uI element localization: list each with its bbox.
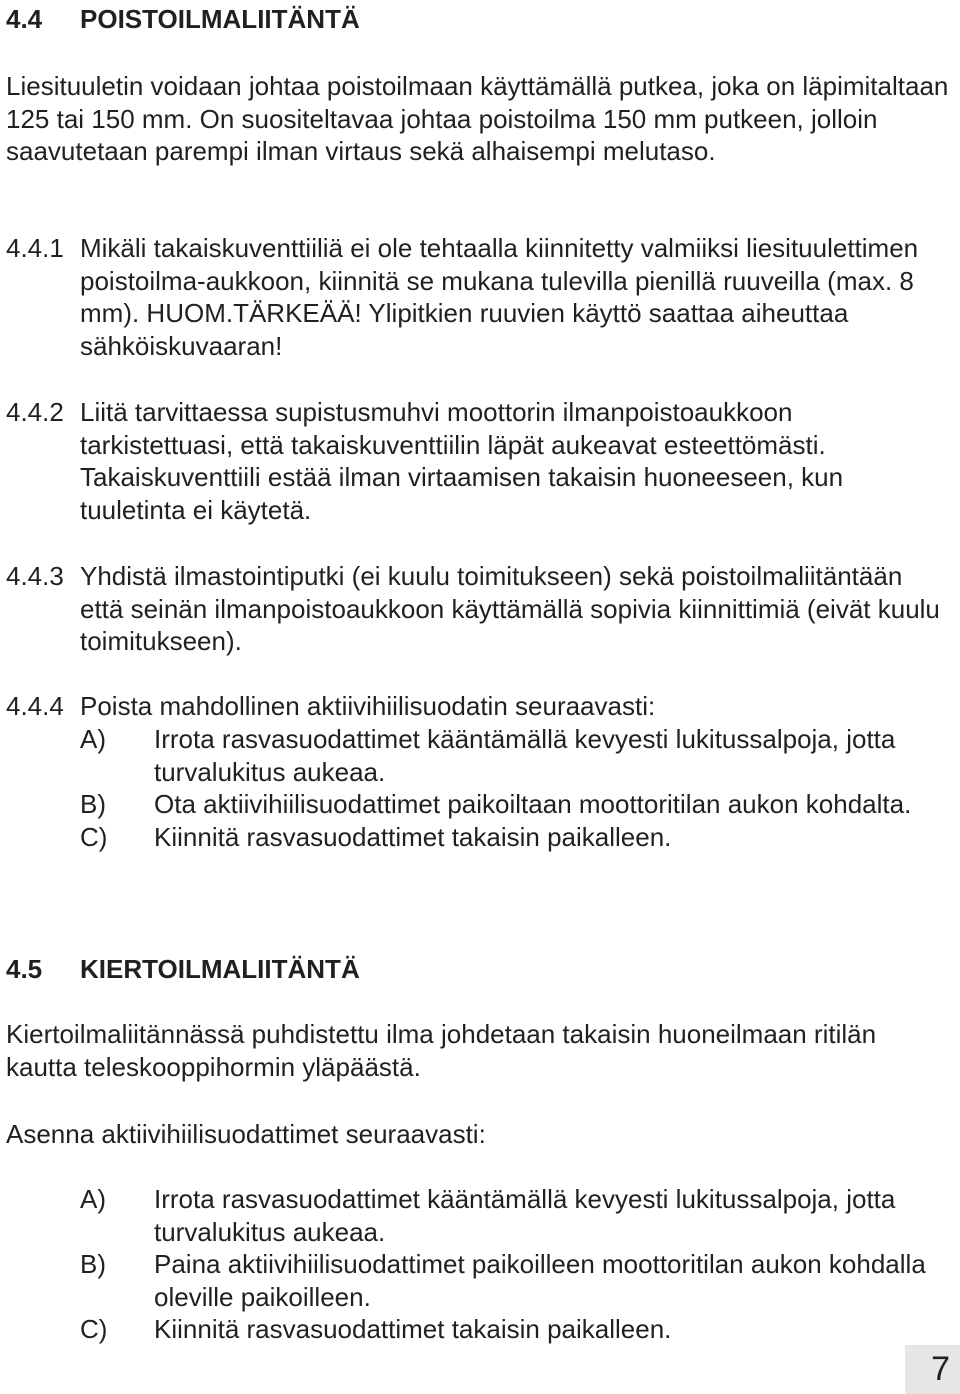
section-intro-paragraph: Liesituuletin voidaan johtaa poistoilmaan käyttämällä putkea, joka on läpimitaltaan 125 tai 150 mm. On suositeltavaa johtaa poistoilma 150 mm putkeen, jolloin saavutetaan parempi ilman virtaus sekä alhaisempi melutaso. bbox=[6, 71, 949, 166]
list-item-text: Irrota rasvasuodattimet kääntämällä kevyesti lukitussalpoja, jotta turvalukitus aukeaa. bbox=[154, 1184, 896, 1247]
list-item-text: Kiinnitä rasvasuodattimet takaisin paikalleen. bbox=[154, 821, 672, 852]
list-marker: B) bbox=[80, 1249, 106, 1279]
subsection-4-4-4 bbox=[6, 690, 951, 723]
list-marker: C) bbox=[80, 821, 108, 852]
section-heading-4-5 bbox=[6, 953, 360, 985]
list-marker: A) bbox=[80, 724, 106, 754]
subsection-4-4-3 bbox=[6, 560, 951, 658]
page-number-box bbox=[905, 1345, 960, 1394]
subsection-number: 4.4.4 bbox=[6, 691, 64, 721]
list-item bbox=[80, 1248, 950, 1313]
section-title: POISTOILMALIITÄNTÄ bbox=[80, 4, 360, 34]
section-number: 4.5 bbox=[6, 954, 43, 984]
section-heading-4-4 bbox=[6, 3, 360, 35]
filter-install-list bbox=[80, 1183, 950, 1346]
subsection-text: Mikäli takaiskuventtiiliä ei ole tehtaalla kiinnitetty valmiiksi liesituulettimen poistoilma-aukkoon, kiinnitä se mukana tulevilla pienillä ruuveilla (max. 8 mm). HUOM.TÄRKEÄÄ! Ylipitkien ruuvien käyttö saattaa aiheuttaa sähköiskuvaaran! bbox=[80, 233, 919, 361]
list-item-text: Paina aktiivihiilisuodattimet paikoilleen moottoritilan aukon kohdalla oleville paikoilleen. bbox=[154, 1249, 926, 1312]
list-item bbox=[80, 821, 950, 854]
subsection-number: 4.4.2 bbox=[6, 397, 64, 427]
page-number: 7 bbox=[931, 1350, 950, 1388]
list-item bbox=[80, 788, 950, 821]
section-number: 4.4 bbox=[6, 4, 43, 34]
list-item bbox=[80, 723, 950, 788]
section-intro-paragraph: Kiertoilmaliitännässä puhdistettu ilma johdetaan takaisin huoneilmaan ritilän kautta teleskooppihormin yläpäästä. bbox=[6, 1019, 877, 1082]
subsection-text: Liitä tarvittaessa supistusmuhvi moottorin ilmanpoistoaukkoon tarkistettuasi, että takaiskuventtiilin läpät aukeavat esteettömästi. Takaiskuventtiili estää ilman virtaamisen takaisin huoneeseen, kun tuuletinta ei käytetä. bbox=[80, 397, 844, 525]
list-item bbox=[80, 1183, 950, 1248]
subsection-number: 4.4.1 bbox=[6, 233, 64, 263]
subsection-number: 4.4.3 bbox=[6, 561, 64, 591]
list-marker: A) bbox=[80, 1184, 106, 1214]
subsection-4-4-2 bbox=[6, 396, 951, 526]
list-item-text: Irrota rasvasuodattimet kääntämällä kevyesti lukitussalpoja, jotta turvalukitus aukeaa. bbox=[154, 724, 896, 787]
subsection-4-4-1 bbox=[6, 232, 951, 362]
filter-removal-list bbox=[80, 723, 950, 853]
list-item-text: Ota aktiivihiilisuodattimet paikoiltaan moottoritilan aukon kohdalta. bbox=[154, 789, 912, 819]
list-item bbox=[80, 1313, 950, 1346]
subsection-text: Yhdistä ilmastointiputki (ei kuulu toimitukseen) sekä poistoilmaliitäntään että seinän ilmanpoistoaukkoon käyttämällä sopivia kiinnittimiä (eivät kuulu toimitukseen). bbox=[80, 561, 940, 656]
install-intro-paragraph: Asenna aktiivihiilisuodattimet seuraavasti: bbox=[6, 1119, 486, 1149]
list-marker: B) bbox=[80, 789, 106, 819]
subsection-text: Poista mahdollinen aktiivihiilisuodatin seuraavasti: bbox=[80, 691, 656, 721]
list-item-text: Kiinnitä rasvasuodattimet takaisin paikalleen. bbox=[154, 1314, 672, 1344]
section-title: KIERTOILMALIITÄNTÄ bbox=[80, 954, 360, 984]
list-marker: C) bbox=[80, 1314, 108, 1344]
